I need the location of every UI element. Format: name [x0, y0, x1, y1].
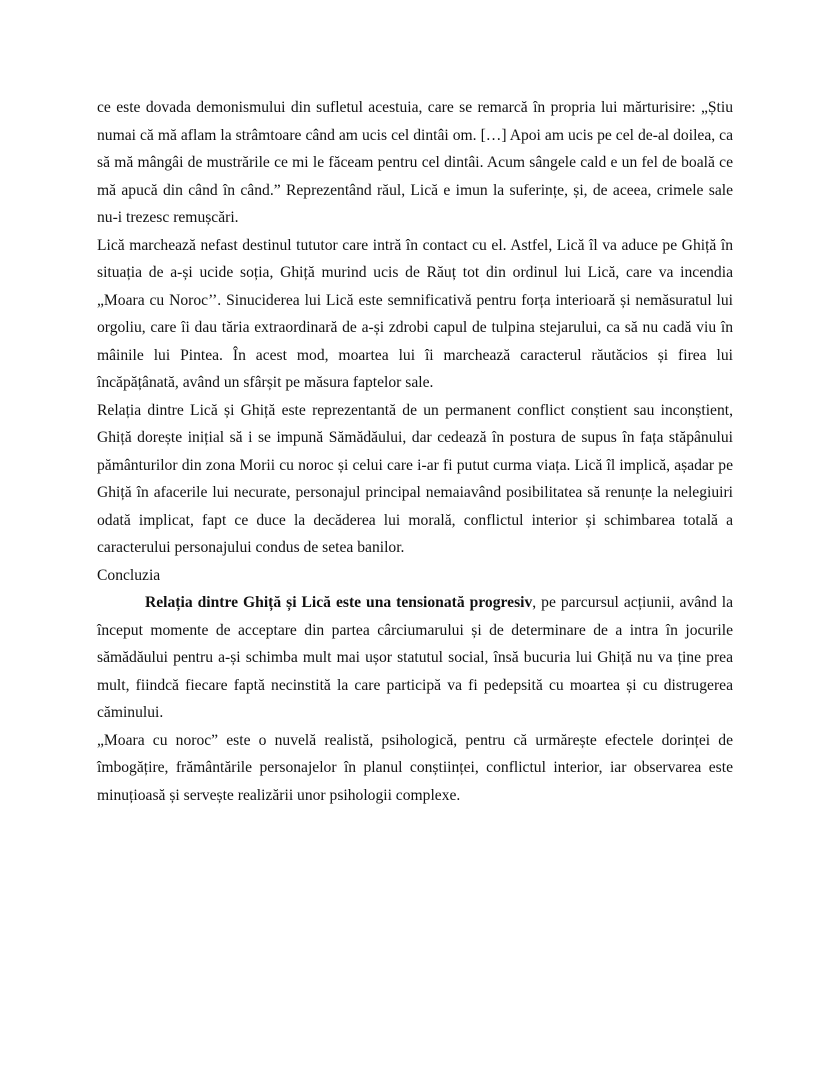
document-body	[97, 94, 733, 809]
conclusion-heading: Concluzia	[97, 566, 161, 584]
paragraph-relationship: Relația dintre Lică și Ghiță este reprezentantă de un permanent conflict conștient sau inconștient, Ghiță dorește inițial să i se impună Sămădăului, dar cedează în postura de supus în fața stăpânului pământurilor din zona Morii cu noroc și celui care i-ar fi putut curma viața. Lică îl implică, așadar pe Ghiță în afacerile lui necurate, personajul principal nemaiavând posibilitatea să renunțe la nelegiuiri odată implicat, fapt ce duce la decăderea lui morală, conflictul interior și schimbarea totală a caracterului personajului condus de setea banilor.	[97, 401, 733, 556]
paragraph-demonism: ce este dovada demonismului din sufletul acestuia, care se remarcă în propria lui mărturisire: „Știu numai că mă aflam la strâmtoare când am ucis cel dintâi om. […] Apoi am ucis pe cel de-al doilea, ca să mă mângâi de mustrările ce mi le făceam pentru cel dintâi. Acum sângele cald e un fel de boală ce mă apucă din când în când.” Reprezentând răul, Lică e imun la suferințe, și, de aceea, crimele sale nu-i trezesc remușcări.	[97, 99, 733, 226]
conclusion-paragraph	[97, 589, 733, 727]
conclusion-rest-text: , pe parcursul acțiunii, având la început momente de acceptare din partea cârciumarului și de determinare de a intra în jocurile sămădăului pentru a-și schimba mult mai ușor statutul social, însă bucuria lui Ghiță nu va ține prea mult, fiindcă fiecare faptă necinstită la care participă va fi pedepsită cu moartea și cu distrugerea căminului.	[97, 594, 733, 721]
paragraph-destiny: Lică marchează nefast destinul tututor care intră în contact cu el. Astfel, Lică îl va aduce pe Ghiță în situația de a-și ucide soția, Ghiță murind ucis de Răuț tot din ordinul lui Lică, care va incendia „Moara cu Noroc’’. Sinuciderea lui Lică este semnificativă pentru forța interioară și nemăsuratul lui orgoliu, care îi dau tăria extraordinară de a-și zdrobi capul de tulpina stejarului, ca să nu cadă viu în mâinile lui Pintea. În acest mod, moartea lui îi marchează caracterul răutăcios și firea lui încăpățânată, având un sfârșit pe măsura faptelor sale.	[97, 236, 733, 391]
final-paragraph: „Moara cu noroc” este o nuvelă realistă, psihologică, pentru că urmărește efectele dorinței de îmbogățire, frământările personajelor în planul conștiinței, conflictul interior, iar observarea este minuțioasă și servește realizării unor psihologii complexe.	[97, 731, 733, 804]
conclusion-bold-text: Relația dintre Ghiță și Lică este una tensionată progresiv	[145, 594, 533, 611]
